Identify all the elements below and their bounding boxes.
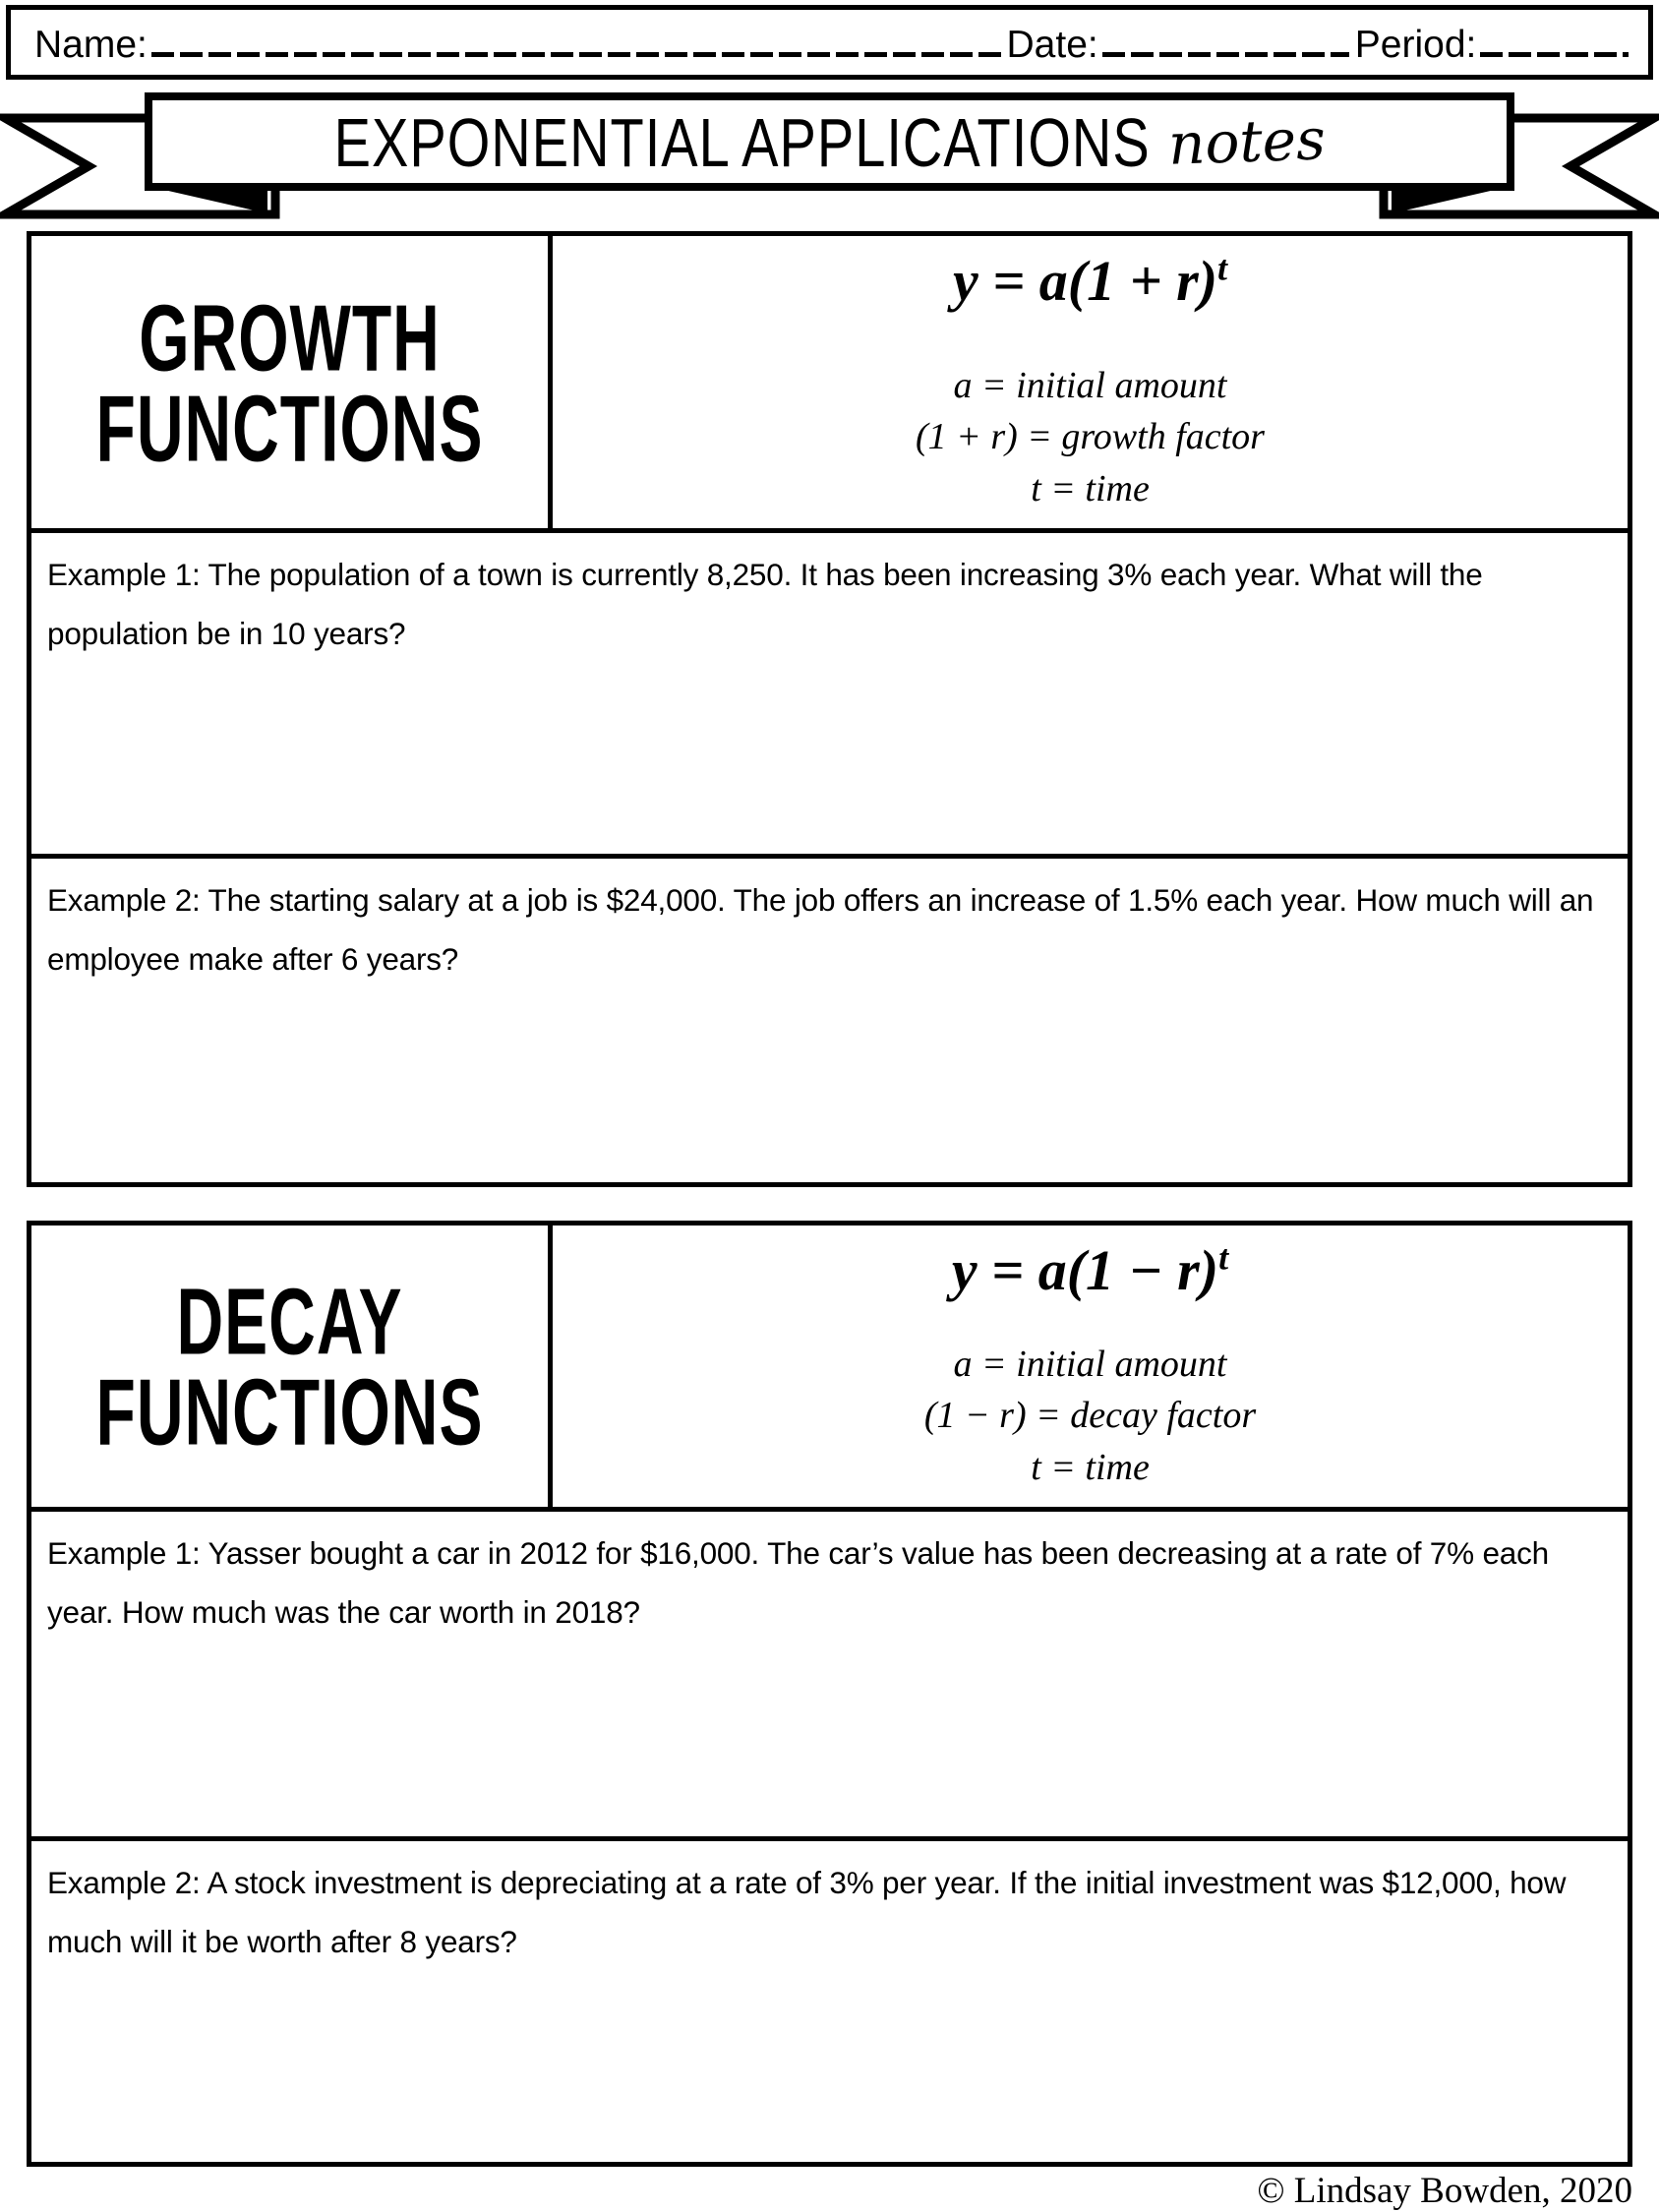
decay-header-row — [31, 1226, 1628, 1512]
decay-formula — [952, 1239, 1228, 1302]
growth-functions-section — [27, 231, 1632, 1187]
decay-functions-section — [27, 1221, 1632, 2167]
growth-legend-line1: a = initial amount — [953, 364, 1227, 406]
page-title-script: notes — [1166, 105, 1327, 178]
growth-header-row — [31, 236, 1628, 533]
decay-legend-line1: a = initial amount — [953, 1343, 1227, 1385]
period-label: Period: — [1354, 24, 1477, 66]
decay-example-2-text: Example 2: A stock investment is depreciating at a rate of 3% per year. If the initial investment was $12,000, how much will it be worth after 8 years? — [47, 1865, 1567, 1959]
growth-title-line1: GROWTH — [139, 283, 441, 390]
growth-formula-legend — [916, 360, 1265, 514]
decay-example-2-cell — [31, 1841, 1628, 2162]
date-label: Date: — [1006, 24, 1098, 66]
growth-legend-line2: (1 + r) = growth factor — [916, 416, 1265, 458]
decay-formula-cell — [553, 1226, 1628, 1507]
decay-title-line1: DECAY — [176, 1268, 403, 1374]
page-title — [148, 96, 1511, 187]
name-date-period-bar — [6, 5, 1653, 80]
growth-formula — [953, 250, 1227, 313]
decay-formula-exponent: t — [1218, 1237, 1229, 1278]
date-blank-line — [1102, 52, 1349, 57]
growth-example-2-cell — [31, 859, 1628, 1182]
growth-title-cell — [31, 236, 553, 528]
period-blank-line — [1480, 52, 1629, 57]
growth-title-line2: FUNCTIONS — [95, 374, 484, 481]
name-blank-line — [151, 52, 1001, 57]
growth-legend-line3: t = time — [1031, 467, 1150, 509]
growth-example-1-text: Example 1: The population of a town is currently 8,250. It has been increasing 3% each year. What will the population be in 10 years? — [47, 557, 1483, 651]
decay-title-line2: FUNCTIONS — [95, 1358, 484, 1465]
decay-example-1-text: Example 1: Yasser bought a car in 2012 for $16,000. The car’s value has been decreasing at a rate of 7% each year. How much was the car worth in 2018? — [47, 1535, 1549, 1630]
growth-formula-exponent: t — [1217, 248, 1228, 288]
decay-formula-base: y = a(1 − r) — [951, 1238, 1219, 1302]
decay-formula-legend — [924, 1339, 1256, 1493]
title-banner — [0, 89, 1659, 226]
decay-title-cell — [31, 1226, 553, 1507]
growth-formula-base: y = a(1 + r) — [952, 249, 1218, 313]
page-title-main: EXPONENTIAL APPLICATIONS — [333, 102, 1151, 181]
growth-example-1-cell — [31, 533, 1628, 859]
growth-example-2-text: Example 2: The starting salary at a job is $24,000. The job offers an increase of 1.5% each year. How much will an employee make after 6 years? — [47, 882, 1594, 977]
decay-legend-line3: t = time — [1031, 1446, 1150, 1488]
decay-example-1-cell — [31, 1512, 1628, 1841]
growth-formula-cell — [553, 236, 1628, 528]
decay-legend-line2: (1 − r) = decay factor — [923, 1395, 1257, 1437]
copyright-text: © Lindsay Bowden, 2020 — [1257, 2171, 1632, 2211]
name-label: Name: — [34, 24, 148, 66]
